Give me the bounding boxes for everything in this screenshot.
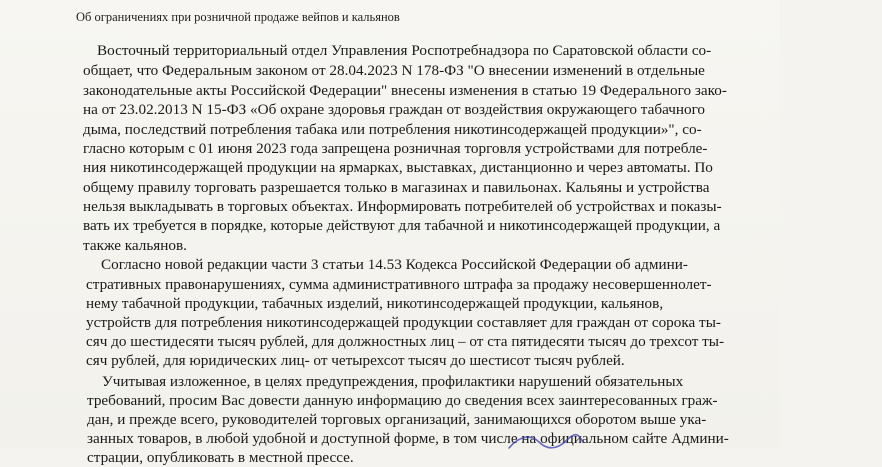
signature-mark [505,432,585,452]
paragraph-2-line-1: Согласно новой редакции части 3 статьи 14.53 Кодекса Российской Федерации об админи- [101,256,688,273]
paragraph-3-line-2: требований, просим Вас довести данную информацию до сведения всех заинтересованных граж- [87,392,718,409]
paragraph-1-line-3: законодательные акты Российской Федерации" внесены изменения в статью 19 Федерального зако- [83,82,727,99]
paragraph-3-line-3: дан, и прежде всего, руководителей торговых организаций, занимающихся оборотом выше ука- [87,411,707,428]
paragraph-2-line-4: устройств для потребления никотинсодержащей продукции составляет для граждан от сорока ты- [86,314,721,331]
paragraph-2-line-5: сяч до шестидесяти тысяч рублей, для должностных лиц – от ста пятидесяти тысяч до трехсот ты- [86,333,725,350]
paragraph-2-line-2: стративных правонарушениях, сумма административного штрафа за продажу несовершеннолет- [86,276,712,293]
paragraph-1-line-2: общает, что Федеральным законом от 28.04.2023 N 178-ФЗ "О внесении изменений в отдельные [83,62,705,79]
paragraph-3-line-4: занных товаров, в любой удобной и доступной форме, в том числе на официальном сайте Админи- [87,430,729,447]
paragraph-1-line-4: на от 23.02.2013 N 15-ФЗ «Об охране здоровья граждан от воздействия окружающего табачного [83,101,706,118]
paragraph-3-line-5: страции, опубликовать в местной прессе. [87,449,354,466]
paragraph-1-line-1: Восточный территориальный отдел Управления Роспотребнадзора по Саратовской области со- [97,42,712,59]
paragraph-1-line-6: гласно которым с 01 июня 2023 года запрещена розничная торговля устройствами для потребле- [83,140,708,157]
document-title: Об ограничениях при розничной продаже вейпов и кальянов [76,10,400,24]
paragraph-2-line-6: сяч рублей, для юридических лиц- от четырехсот тысяч до шестисот тысяч рублей. [86,352,625,369]
paragraph-1-line-5: дыма, последствий потребления табака или потребления никотинсодержащей продукции»", со- [83,121,702,138]
paragraph-3-line-1: Учитывая изложенное, в целях предупреждения, профилактики нарушений обязательных [102,373,684,390]
paragraph-1-line-9: нельзя выкладывать в торговых объектах. Информировать потребителей об устройствах и показы- [83,198,722,215]
paragraph-2-line-3: нему табачной продукции, табачных изделий, никотинсодержащей продукции, кальянов, [86,295,664,312]
paragraph-1-line-7: ния никотинсодержащей продукции на ярмарках, выставках, дистанционно и через автоматы. По [83,159,713,176]
paragraph-1-line-11: также кальянов. [83,237,187,254]
paragraph-1-line-8: общему правилу торговать разрешается только в магазинах и павильонах. Кальяны и устройства [83,179,710,196]
paragraph-1-line-10: вать их требуется в порядке, которые действуют для табачной и никотинсодержащей продукции, а [83,217,721,234]
